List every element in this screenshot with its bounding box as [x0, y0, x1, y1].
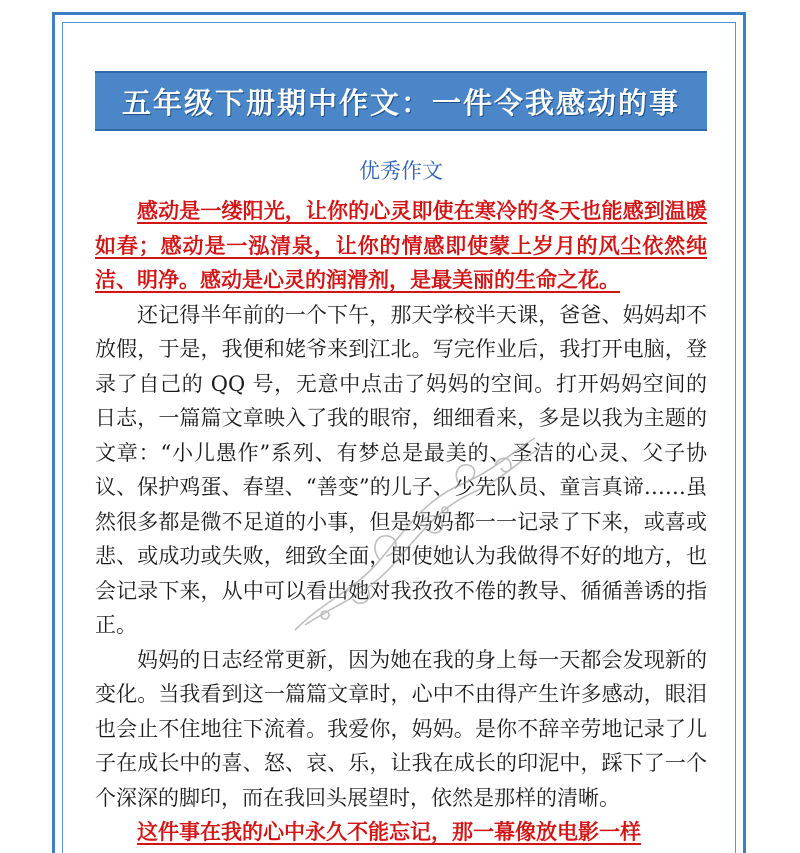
body-paragraph-1: 还记得半年前的一个下午，那天学校半天课，爸爸、妈妈却不放假，于是，我便和姥爷来到江北。写完作业后，我打开电脑，登录了自己的 QQ 号，无意中点击了妈妈的空间。打开妈妈空间的日志，一篇篇文章映入了我的眼帘，细细看来，多是以我为主题的文章：“小儿愚作”系列、有梦总是最美的、圣洁的心灵、父子协议、保护鸡蛋、春望、“善变”的儿子、少先队员、童言真谛……虽然很多都是微不足道的小事，但是妈妈都一一记录了下来，或喜或悲、或成功或失败，细致全面，即使她认为我做得不好的地方，也会记录下来，从中可以看出她对我孜孜不倦的教导、循循善诱的指正。 [95, 302, 707, 637]
body-paragraph-2: 妈妈的日志经常更新，因为她在我的身上每一天都会发现新的变化。当我看到这一篇篇文章时，心中不由得产生许多感动，眼泪也会止不住地往下流着。我爱你，妈妈。是你不辞辛劳地记录了儿子在成长中的喜、怒、哀、乐，让我在成长的印泥中，踩下了一个个深深的脚印，而在我回头展望时，依然是那样的清晰。 [95, 647, 707, 810]
closing-paragraph: 这件事在我的心中永久不能忘记，那一幕像放电影一样 [137, 819, 641, 844]
intro-paragraph: 感动是一缕阳光，让你的心灵即使在寒冷的冬天也能感到温暖如春；感动是一泓清泉，让你的情感即使蒙上岁月的风尘依然纯洁、明净。感动是心灵的润滑剂，是最美丽的生命之花。 [95, 198, 707, 292]
essay-body [95, 194, 707, 850]
page-title: 五年级下册期中作文：一件令我感动的事 [121, 85, 680, 120]
section-subtitle: 优秀作文 [359, 159, 443, 183]
title-banner [95, 71, 707, 131]
